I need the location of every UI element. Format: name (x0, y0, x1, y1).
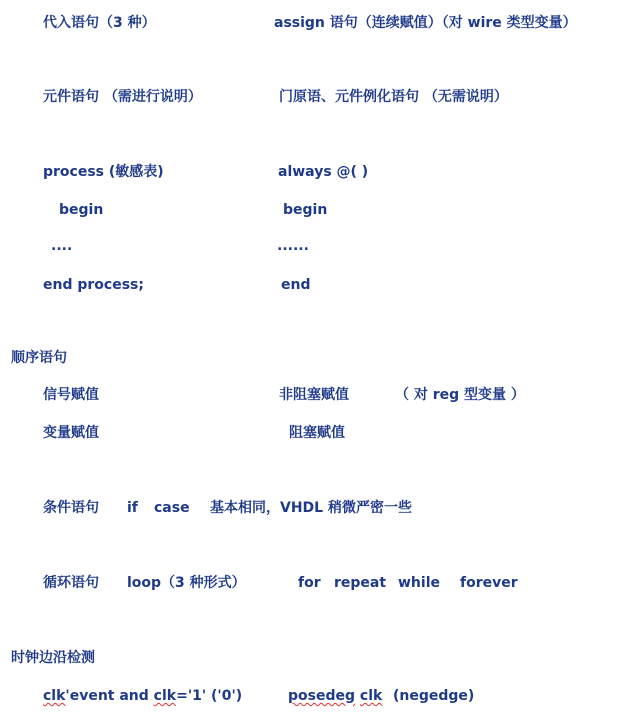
variable-assign: 变量赋值 (43, 425, 99, 441)
reg-note: （ 对 reg 型变量 ） (395, 387, 525, 403)
vhdl-ellipsis: .... (51, 238, 73, 254)
row2-left: 元件语句 （需进行说明） (43, 89, 202, 105)
verilog-ellipsis: ...... (277, 238, 309, 254)
loop-repeat: repeat (334, 575, 387, 591)
row1-left: 代入语句（3 种） (43, 15, 156, 31)
clock-edge-heading: 时钟边沿检测 (11, 650, 95, 666)
loop-while: while (398, 575, 440, 591)
row2-right: 门原语、元件例化语句 （无需说明） (279, 89, 508, 105)
cond-case: case (154, 500, 190, 516)
clk-word: clk (153, 688, 177, 704)
verilog-end: end (281, 277, 311, 293)
loop-forever: forever (460, 575, 518, 591)
verilog-clock-edge (288, 686, 382, 706)
sequential-heading: 顺序语句 (11, 350, 67, 366)
event-and: 'event and (65, 688, 154, 704)
row1-right: assign 语句（连续赋值）（对 wire 类型变量） (274, 15, 577, 31)
vhdl-begin: begin (59, 202, 104, 218)
blocking-assign: 阻塞赋值 (289, 425, 345, 441)
vhdl-process: process (敏感表) (43, 164, 164, 180)
vhdl-end-process: end process; (43, 277, 144, 293)
loop-label: 循环语句 (43, 575, 99, 591)
negedge-note: (negedge) (393, 688, 475, 704)
cond-note: 基本相同，VHDL 稍微严密一些 (210, 500, 412, 516)
nonblocking-assign: 非阻塞赋值 (279, 387, 349, 403)
clk-word: clk (43, 688, 66, 704)
vhdl-clock-edge (43, 686, 242, 706)
signal-assign: 信号赋值 (43, 387, 99, 403)
conditional-label: 条件语句 (43, 500, 99, 516)
cond-if: if (127, 500, 138, 516)
edge-value: ='1' ('0') (176, 688, 243, 704)
loop-for: for (298, 575, 321, 591)
posedeg-word: posedeg (288, 688, 356, 704)
loop-keyword: loop（3 种形式） (127, 575, 246, 591)
verilog-always: always @( ) (278, 164, 369, 180)
verilog-begin: begin (283, 202, 328, 218)
clk-word: clk (359, 688, 383, 704)
